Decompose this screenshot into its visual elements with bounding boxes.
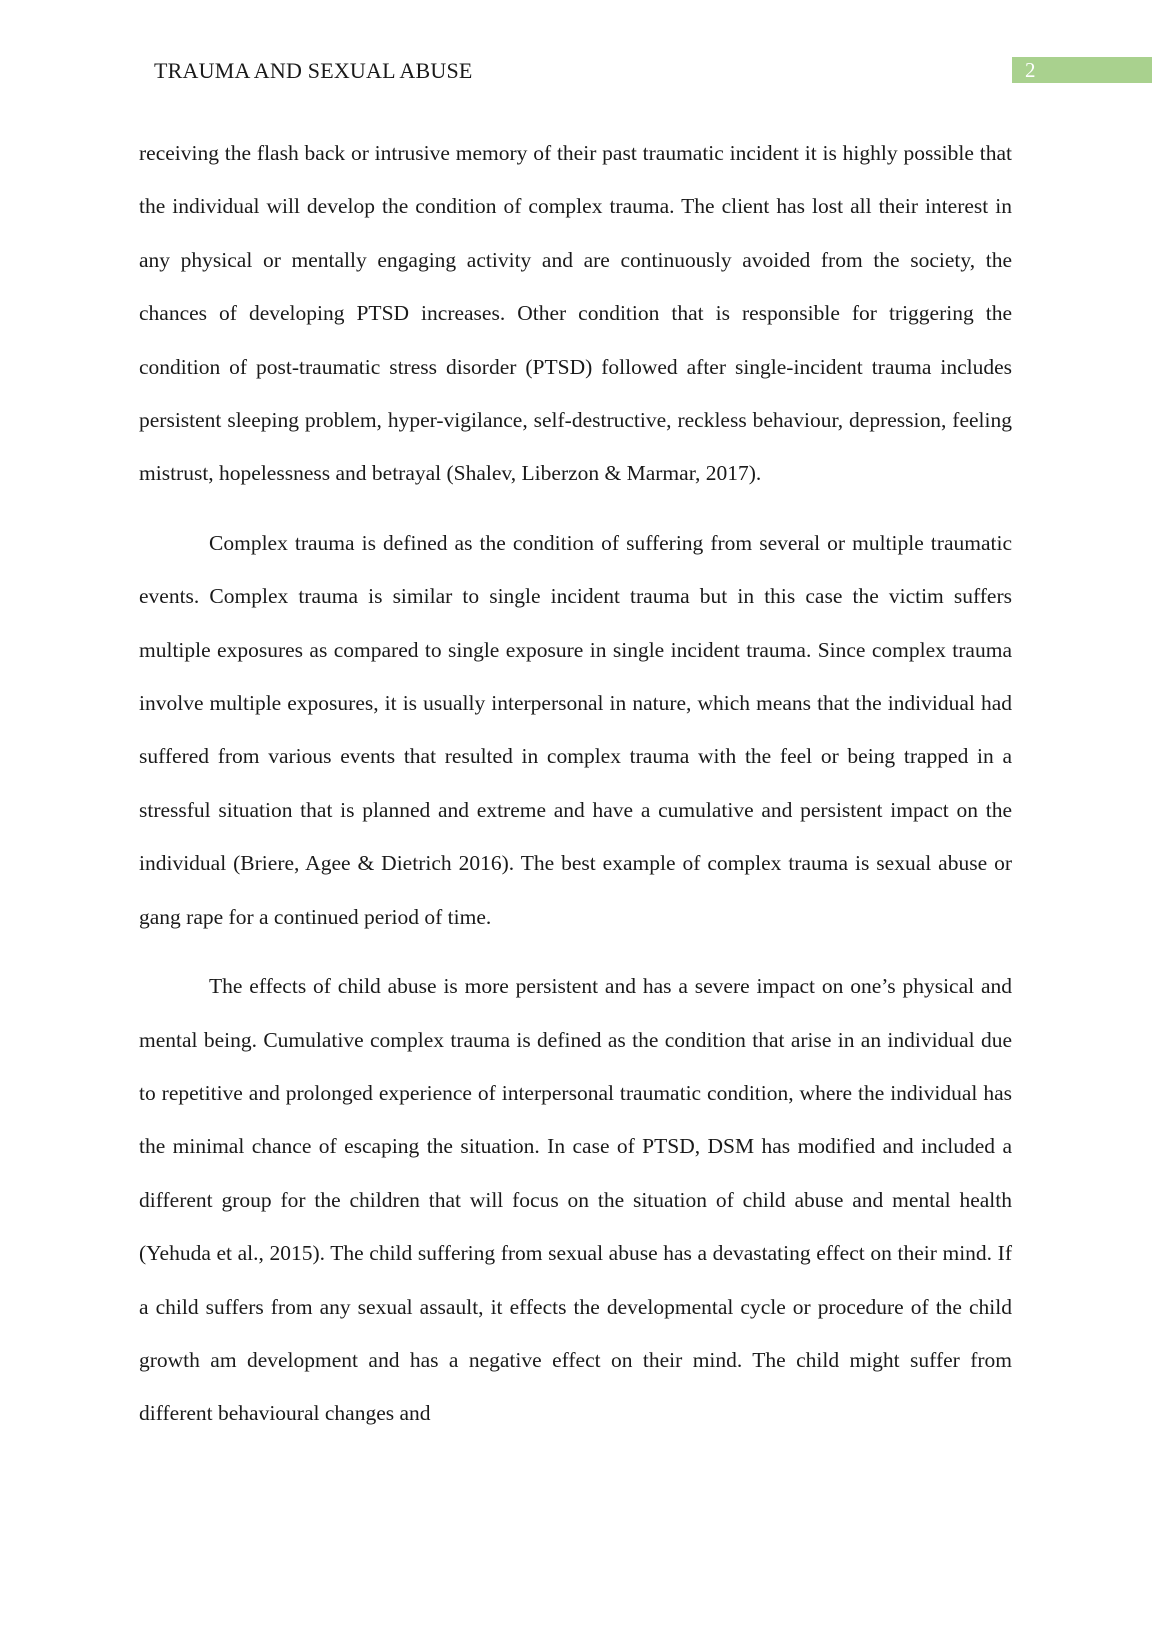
document-body [139,127,1012,1457]
page-number-badge [1012,57,1152,83]
running-head: TRAUMA AND SEXUAL ABUSE [154,58,473,83]
paragraph-continued: receiving the flash back or intrusive memory of their past traumatic incident it is highly possible that the individual will develop the condition of complex trauma. The client has lost all their interest in any physical or mentally engaging activity and are continuously avoided from the society, the chances of developing PTSD increases. Other condition that is responsible for triggering the condition of post-traumatic stress disorder (PTSD) followed after single-incident trauma includes persistent sleeping problem, hyper-vigilance, self-destructive, reckless behaviour, depression, feeling mistrust, hopelessness and betrayal (Shalev, Liberzon & Marmar, 2017). [139,141,1012,486]
page-header [0,55,1158,85]
paragraph-complex-trauma: Complex trauma is defined as the condition of suffering from several or multiple traumatic events. Complex trauma is similar to single incident trauma but in this case the victim suffers multiple exposures as compared to single exposure in single incident trauma. Since complex trauma involve multiple exposures, it is usually interpersonal in nature, which means that the individual had suffered from various events that resulted in complex trauma with the feel or being trapped in a stressful situation that is planned and extreme and have a cumulative and persistent impact on the individual (Briere, Agee & Dietrich 2016). The best example of complex trauma is sexual abuse or gang rape for a continued period of time. [139,530,1012,929]
page-number: 2 [1025,58,1036,82]
paragraph-child-abuse: The effects of child abuse is more persistent and has a severe impact on one’s physical and mental being. Cumulative complex trauma is defined as the condition that arise in an individual due to repetitive and prolonged experience of interpersonal traumatic condition, where the individual has the minimal chance of escaping the situation. In case of PTSD, DSM has modified and included a different group for the children that will focus on the situation of child abuse and mental health (Yehuda et al., 2015). The child suffering from sexual abuse has a devastating effect on their mind. If a child suffers from any sexual assault, it effects the developmental cycle or procedure of the child growth am development and has a negative effect on their mind. The child might suffer from different behavioural changes and [139,974,1012,1426]
